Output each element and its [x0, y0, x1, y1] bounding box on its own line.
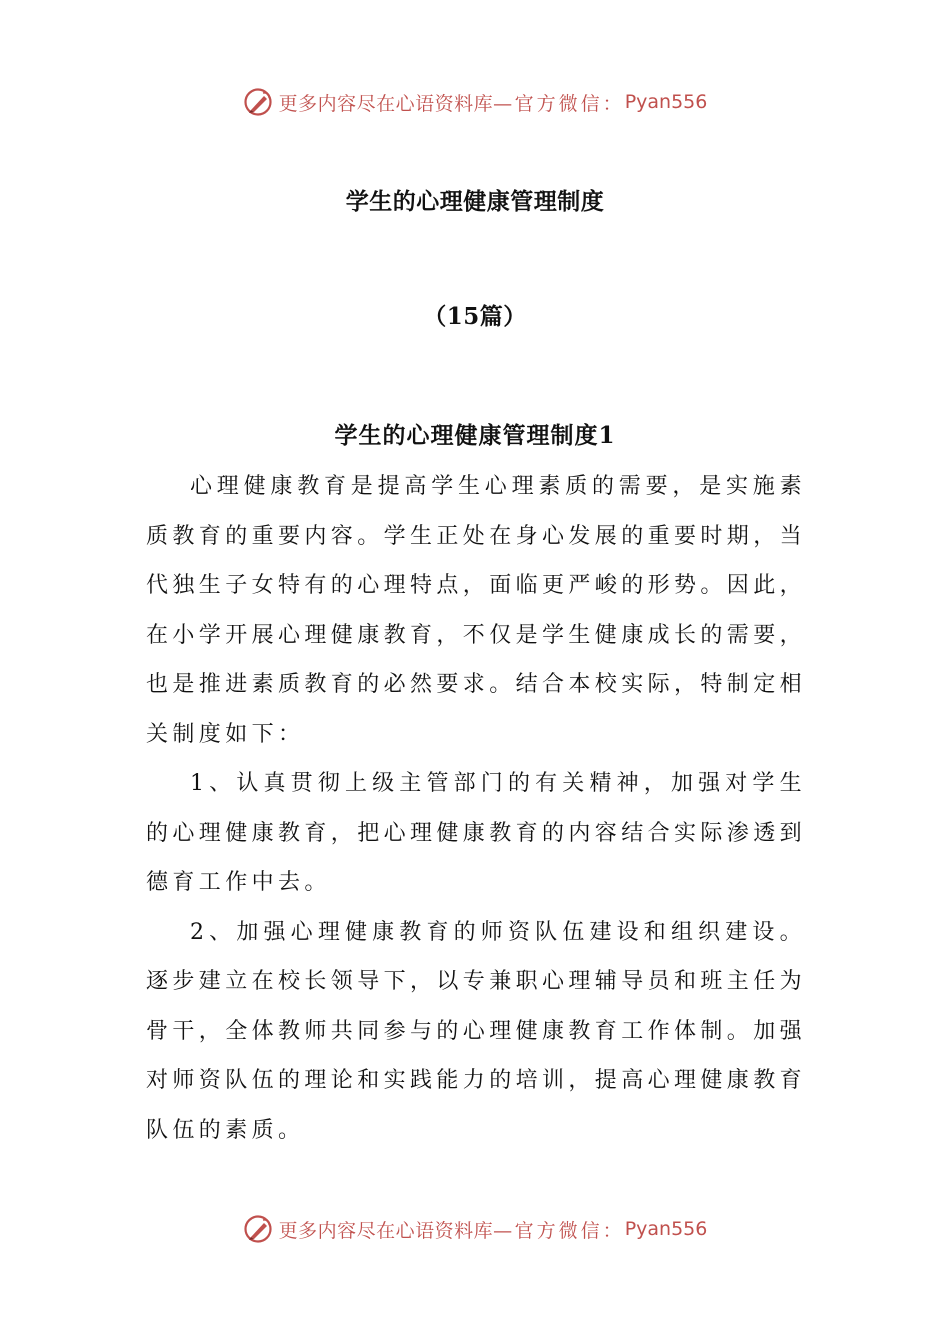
- watermark-wechat-label: 官方微信：: [514, 1219, 625, 1242]
- watermark-tagline: 更多内容尽在心语资料库—: [278, 1219, 513, 1242]
- section-title: 学生的心理健康管理制度1: [334, 422, 616, 449]
- document-title: 学生的心理健康管理制度: [345, 188, 605, 215]
- watermark-wechat-id: Pyan556: [624, 91, 708, 113]
- watermark-wechat-id: Pyan556: [624, 1218, 708, 1240]
- pen-logo-icon: [243, 87, 273, 117]
- document-body: [146, 462, 806, 1155]
- footer-watermark: [0, 1211, 950, 1247]
- header-watermark: [0, 84, 950, 120]
- paragraph: 心理健康教育是提高学生心理素质的需要，是实施素质教育的重要内容。学生正处在身心发展的重要时期，当代独生子女特有的心理特点，面临更严峻的形势。因此，在小学开展心理健康教育，不仅是学生健康成长的需要，也是推进素质教育的必然要求。结合本校实际，特制定相关制度如下：: [146, 474, 807, 747]
- pen-logo-icon: [243, 1214, 273, 1244]
- paragraph: 1、认真贯彻上级主管部门的有关精神，加强对学生的心理健康教育，把心理健康教育的内容结合实际渗透到德育工作中去。: [146, 771, 807, 895]
- watermark-tagline: 更多内容尽在心语资料库—: [278, 92, 513, 115]
- paragraph: 2、加强心理健康教育的师资队伍建设和组织建设。逐步建立在校长领导下，以专兼职心理辅导员和班主任为骨干，全体教师共同参与的心理健康教育工作体制。加强对师资队伍的理论和实践能力的培训，提高心理健康教育队伍的素质。: [146, 919, 807, 1143]
- article-count: （15篇）: [423, 303, 527, 330]
- watermark-wechat-label: 官方微信：: [514, 92, 625, 115]
